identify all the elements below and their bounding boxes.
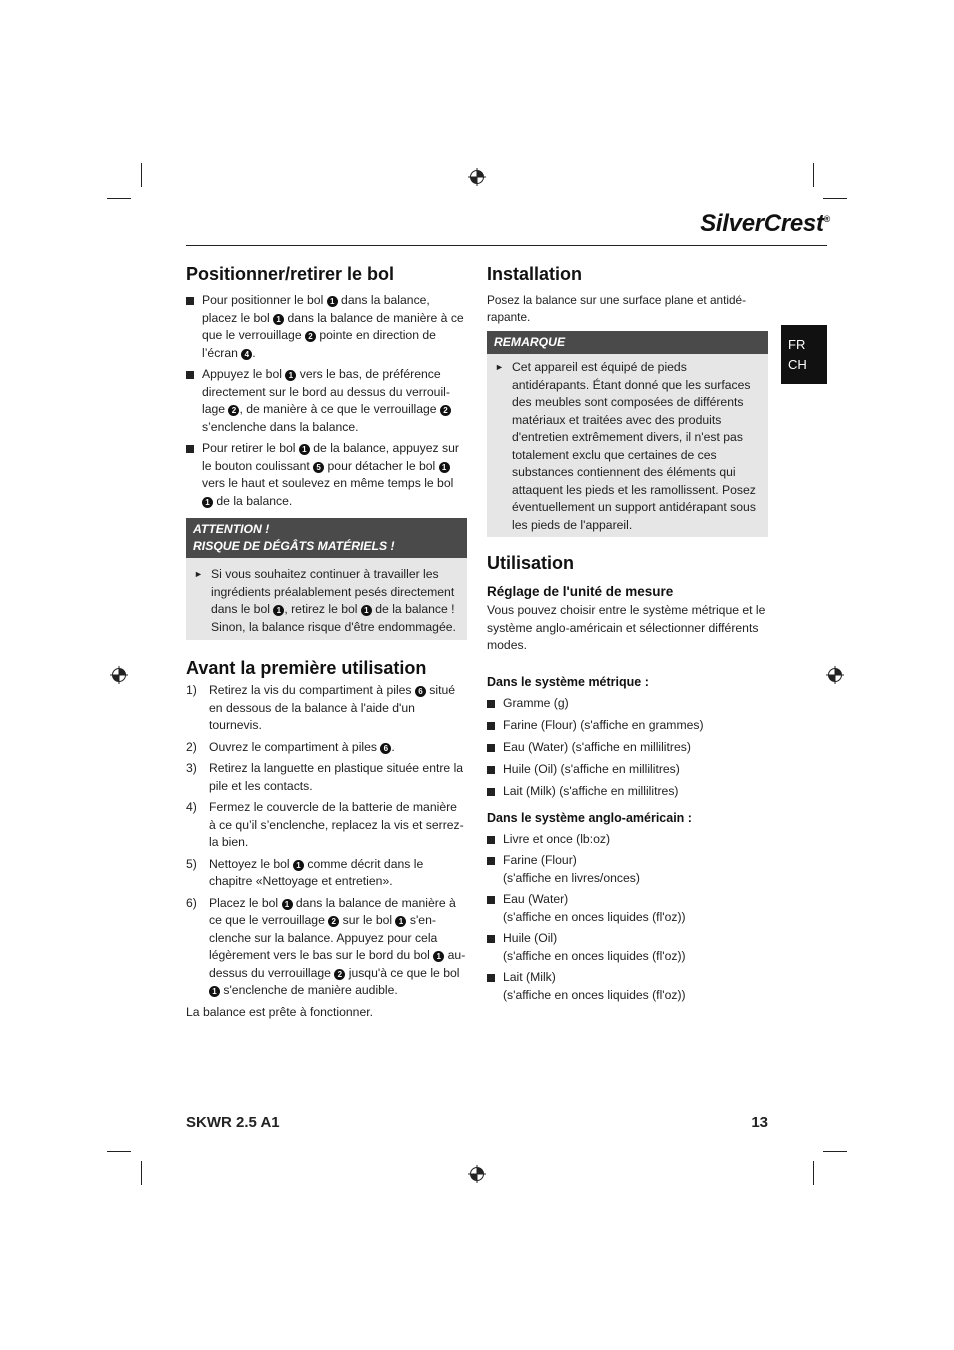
item-detail: (s'affiche en onces liquides (fl'oz)) (503, 948, 686, 963)
text-run: Appuyez le bol (202, 367, 286, 381)
crop-mark (813, 163, 814, 187)
list-item (186, 366, 467, 436)
text-run: , retirez le bol (284, 602, 361, 616)
text-run: jusqu'à ce que le bol (345, 965, 460, 980)
reference-number-icon: 2 (228, 405, 239, 416)
attention-body (186, 558, 467, 640)
text-run: Retirez la vis du compartiment à piles (209, 683, 415, 697)
crop-mark (107, 1151, 131, 1152)
reference-number-icon: 1 (299, 444, 310, 455)
item-detail: (s'affiche en livres/onces) (503, 870, 640, 885)
language-tab-line: CH (788, 357, 807, 372)
list-item: Eau (Water) (s'affiche en millilitres) (487, 739, 768, 757)
section-title: Utilisation (487, 553, 575, 573)
list-item: Farine (Flour) (s'affiche en grammes) (487, 717, 768, 735)
page-number: 13 (751, 1114, 768, 1131)
step-number: 5) (186, 856, 197, 871)
list-item: Lait (Milk) (s'affiche en millilitres) (487, 783, 768, 801)
reference-number-icon: 1 (395, 916, 406, 927)
crop-mark (141, 163, 142, 187)
text-run: Placez le bol (209, 895, 282, 910)
text-run: Fermez le couvercle de la batterie de manière à ce qu’il s’enclenche, replacez la vis et serrez-la bien. (209, 800, 464, 849)
list-item (487, 969, 768, 1004)
list-item (186, 440, 467, 510)
arrow-icon: ► (495, 362, 504, 372)
list-item (186, 799, 467, 852)
reference-number-icon: 5 (313, 462, 324, 473)
header-rule (186, 245, 827, 246)
left-column (186, 262, 467, 1021)
arrow-icon: ► (194, 569, 203, 579)
registration-mark-icon (826, 666, 844, 684)
item-label: Eau (Water) (503, 892, 569, 906)
list-item (186, 292, 467, 362)
subsection-title: Réglage de l'unité de mesure (487, 584, 674, 599)
crop-mark (823, 1151, 847, 1152)
item-label: Huile (Oil) (503, 931, 558, 945)
attention-header (186, 518, 467, 558)
text-run: dans la balance, placez le bol (202, 293, 430, 325)
intro-text: Vous pouvez choisir entre le système métrique et le système anglo-américain et sélectionner différents modes. (487, 603, 766, 652)
reference-number-icon: 2 (328, 916, 339, 927)
step-number: 4) (186, 800, 197, 814)
reference-number-icon: 1 (285, 370, 296, 381)
list-item: Gramme (g) (487, 695, 768, 713)
text-run: Si vous souhaitez continuer à travailler les ingrédients préalablement pesés directement dans le bol (211, 567, 455, 616)
reference-number-icon: 6 (380, 743, 391, 754)
text-run: Pour positionner le bol (202, 293, 327, 307)
reference-number-icon: 1 (282, 899, 293, 910)
reference-number-icon: 1 (202, 497, 213, 508)
model-number: SKWR 2.5 A1 (186, 1114, 280, 1131)
section-title: Installation (487, 264, 583, 284)
closing-text: La balance est prête à fonctionner. (186, 1004, 374, 1019)
text-run: dans la balance de manière à ce que le verrouillage (202, 310, 464, 342)
attention-subtitle: RISQUE DE DÉGÂTS MATÉRIELS ! (193, 539, 395, 553)
text-run: de la balance, appuyez sur le bouton coulissant (202, 441, 459, 473)
reference-number-icon: 1 (273, 314, 284, 325)
attention-title: ATTENTION ! (193, 522, 270, 536)
reference-number-icon: 6 (415, 686, 426, 697)
text-run: s'enclenche de manière audible. (220, 983, 398, 997)
section-title: Positionner/retirer le bol (186, 264, 395, 284)
crop-mark (107, 198, 131, 199)
note-box (487, 331, 768, 537)
item-label: Farine (Flour) (503, 853, 577, 867)
list-item: Huile (Oil) (s'affiche en millilitres) (487, 761, 768, 779)
step-number: 2) (186, 739, 197, 754)
brand-logo: SilverCrest® (700, 210, 830, 237)
item-label: Lait (Milk) (503, 970, 556, 984)
step-number: 3) (186, 761, 197, 775)
text-run: sur le bol (339, 913, 396, 927)
text-run: situé en dessous de la balance à l'aide d'un tournevis. (209, 683, 456, 732)
text-run: au-dessus du verrouillage (209, 948, 466, 980)
bullet-list (487, 831, 768, 1005)
note-header: REMARQUE (487, 331, 768, 354)
registration-mark-icon (468, 1165, 486, 1183)
step-number: 1) (186, 683, 197, 697)
reference-number-icon: 1 (361, 605, 372, 616)
text-run: Pour retirer le bol (202, 441, 299, 455)
text-run: comme décrit dans le chapitre «Nettoyage et entretien». (209, 856, 424, 888)
list-item (186, 856, 467, 891)
text-run: . (391, 739, 395, 754)
text-run: pour détacher le bol (324, 458, 439, 473)
reference-number-icon: 2 (305, 331, 316, 342)
crop-mark (823, 198, 847, 199)
reference-number-icon: 1 (293, 860, 304, 871)
text-run: vers le haut et soulevez en même temps le bol (202, 476, 454, 490)
reference-number-icon: 4 (241, 349, 252, 360)
metric-title: Dans le système métrique : (487, 674, 649, 689)
imperial-title: Dans le système anglo-américain : (487, 810, 692, 825)
attention-text (211, 566, 459, 636)
bullet-list (186, 292, 467, 510)
crop-mark (813, 1161, 814, 1185)
item-detail: (s'affiche en onces liquides (fl'oz)) (503, 909, 686, 924)
reference-number-icon: 1 (209, 986, 220, 997)
reference-number-icon: 2 (440, 405, 451, 416)
text-run: dans la balance de manière à ce que le verrouillage (209, 895, 456, 927)
list-item (186, 760, 467, 795)
text-run: s'enclenche sur la balance. Appuyez pour cela légèrement vers le bas sur le bord du bol (209, 913, 438, 962)
list-item (487, 852, 768, 887)
text-run: . (252, 345, 256, 360)
registration-mark-icon (110, 666, 128, 684)
installation-text: Posez la balance sur une surface plane et antidérapante. (487, 293, 747, 324)
text-run: de la balance. (213, 493, 293, 508)
list-item (186, 895, 467, 1000)
reference-number-icon: 1 (273, 605, 284, 616)
text-run: , de manière à ce que le verrouillage (239, 402, 440, 416)
text-run: s’enclenche dans la balance. (202, 419, 359, 434)
step-number: 6) (186, 895, 197, 910)
reference-number-icon: 1 (327, 296, 338, 307)
right-column (487, 262, 768, 1008)
item-detail: (s'affiche en onces liquides (fl'oz)) (503, 987, 686, 1002)
language-tab (781, 325, 827, 384)
text-run: pointe en direction de l’écran (202, 328, 436, 360)
text-run: Retirez la languette en plastique située entre la pile et les contacts. (209, 761, 464, 793)
crop-mark (141, 1161, 142, 1185)
list-item (186, 739, 467, 757)
note-body (487, 354, 768, 537)
text-run: de la balance ! Sinon, la balance risque d'être endommagée. (211, 602, 456, 634)
attention-box (186, 518, 467, 640)
item-label: Livre et once (lb:oz) (503, 831, 611, 846)
bullet-list (487, 695, 768, 801)
reference-number-icon: 2 (334, 969, 345, 980)
reference-number-icon: 1 (439, 462, 450, 473)
section-title: Avant la première utilisation (186, 658, 427, 678)
list-item (487, 831, 768, 849)
text-run: vers le bas, de préférence directement sur le bord au dessus du verrouillage (202, 367, 450, 416)
numbered-list (186, 682, 467, 1000)
list-item (487, 891, 768, 926)
registration-mark-icon (468, 168, 486, 186)
text-run: Nettoyez le bol (209, 856, 294, 871)
text-run: Ouvrez le compartiment à piles (209, 739, 381, 754)
list-item (186, 682, 467, 735)
language-tab-line: FR (788, 337, 806, 352)
note-text: Cet appareil est équipé de pieds antidérapants. Étant donné que les surfaces des meubles sont composées de différents matériaux et traitées avec des produits d'entretien extrêmement divers, il n'est pas totalement exclu que certaines de ces substances contiennent des éléments qui attaquent les pieds et les ramollissent. Posez éventuellement un support antidérapant sous les pieds de l'appareil. (512, 360, 756, 532)
reference-number-icon: 1 (433, 951, 444, 962)
list-item (487, 930, 768, 965)
